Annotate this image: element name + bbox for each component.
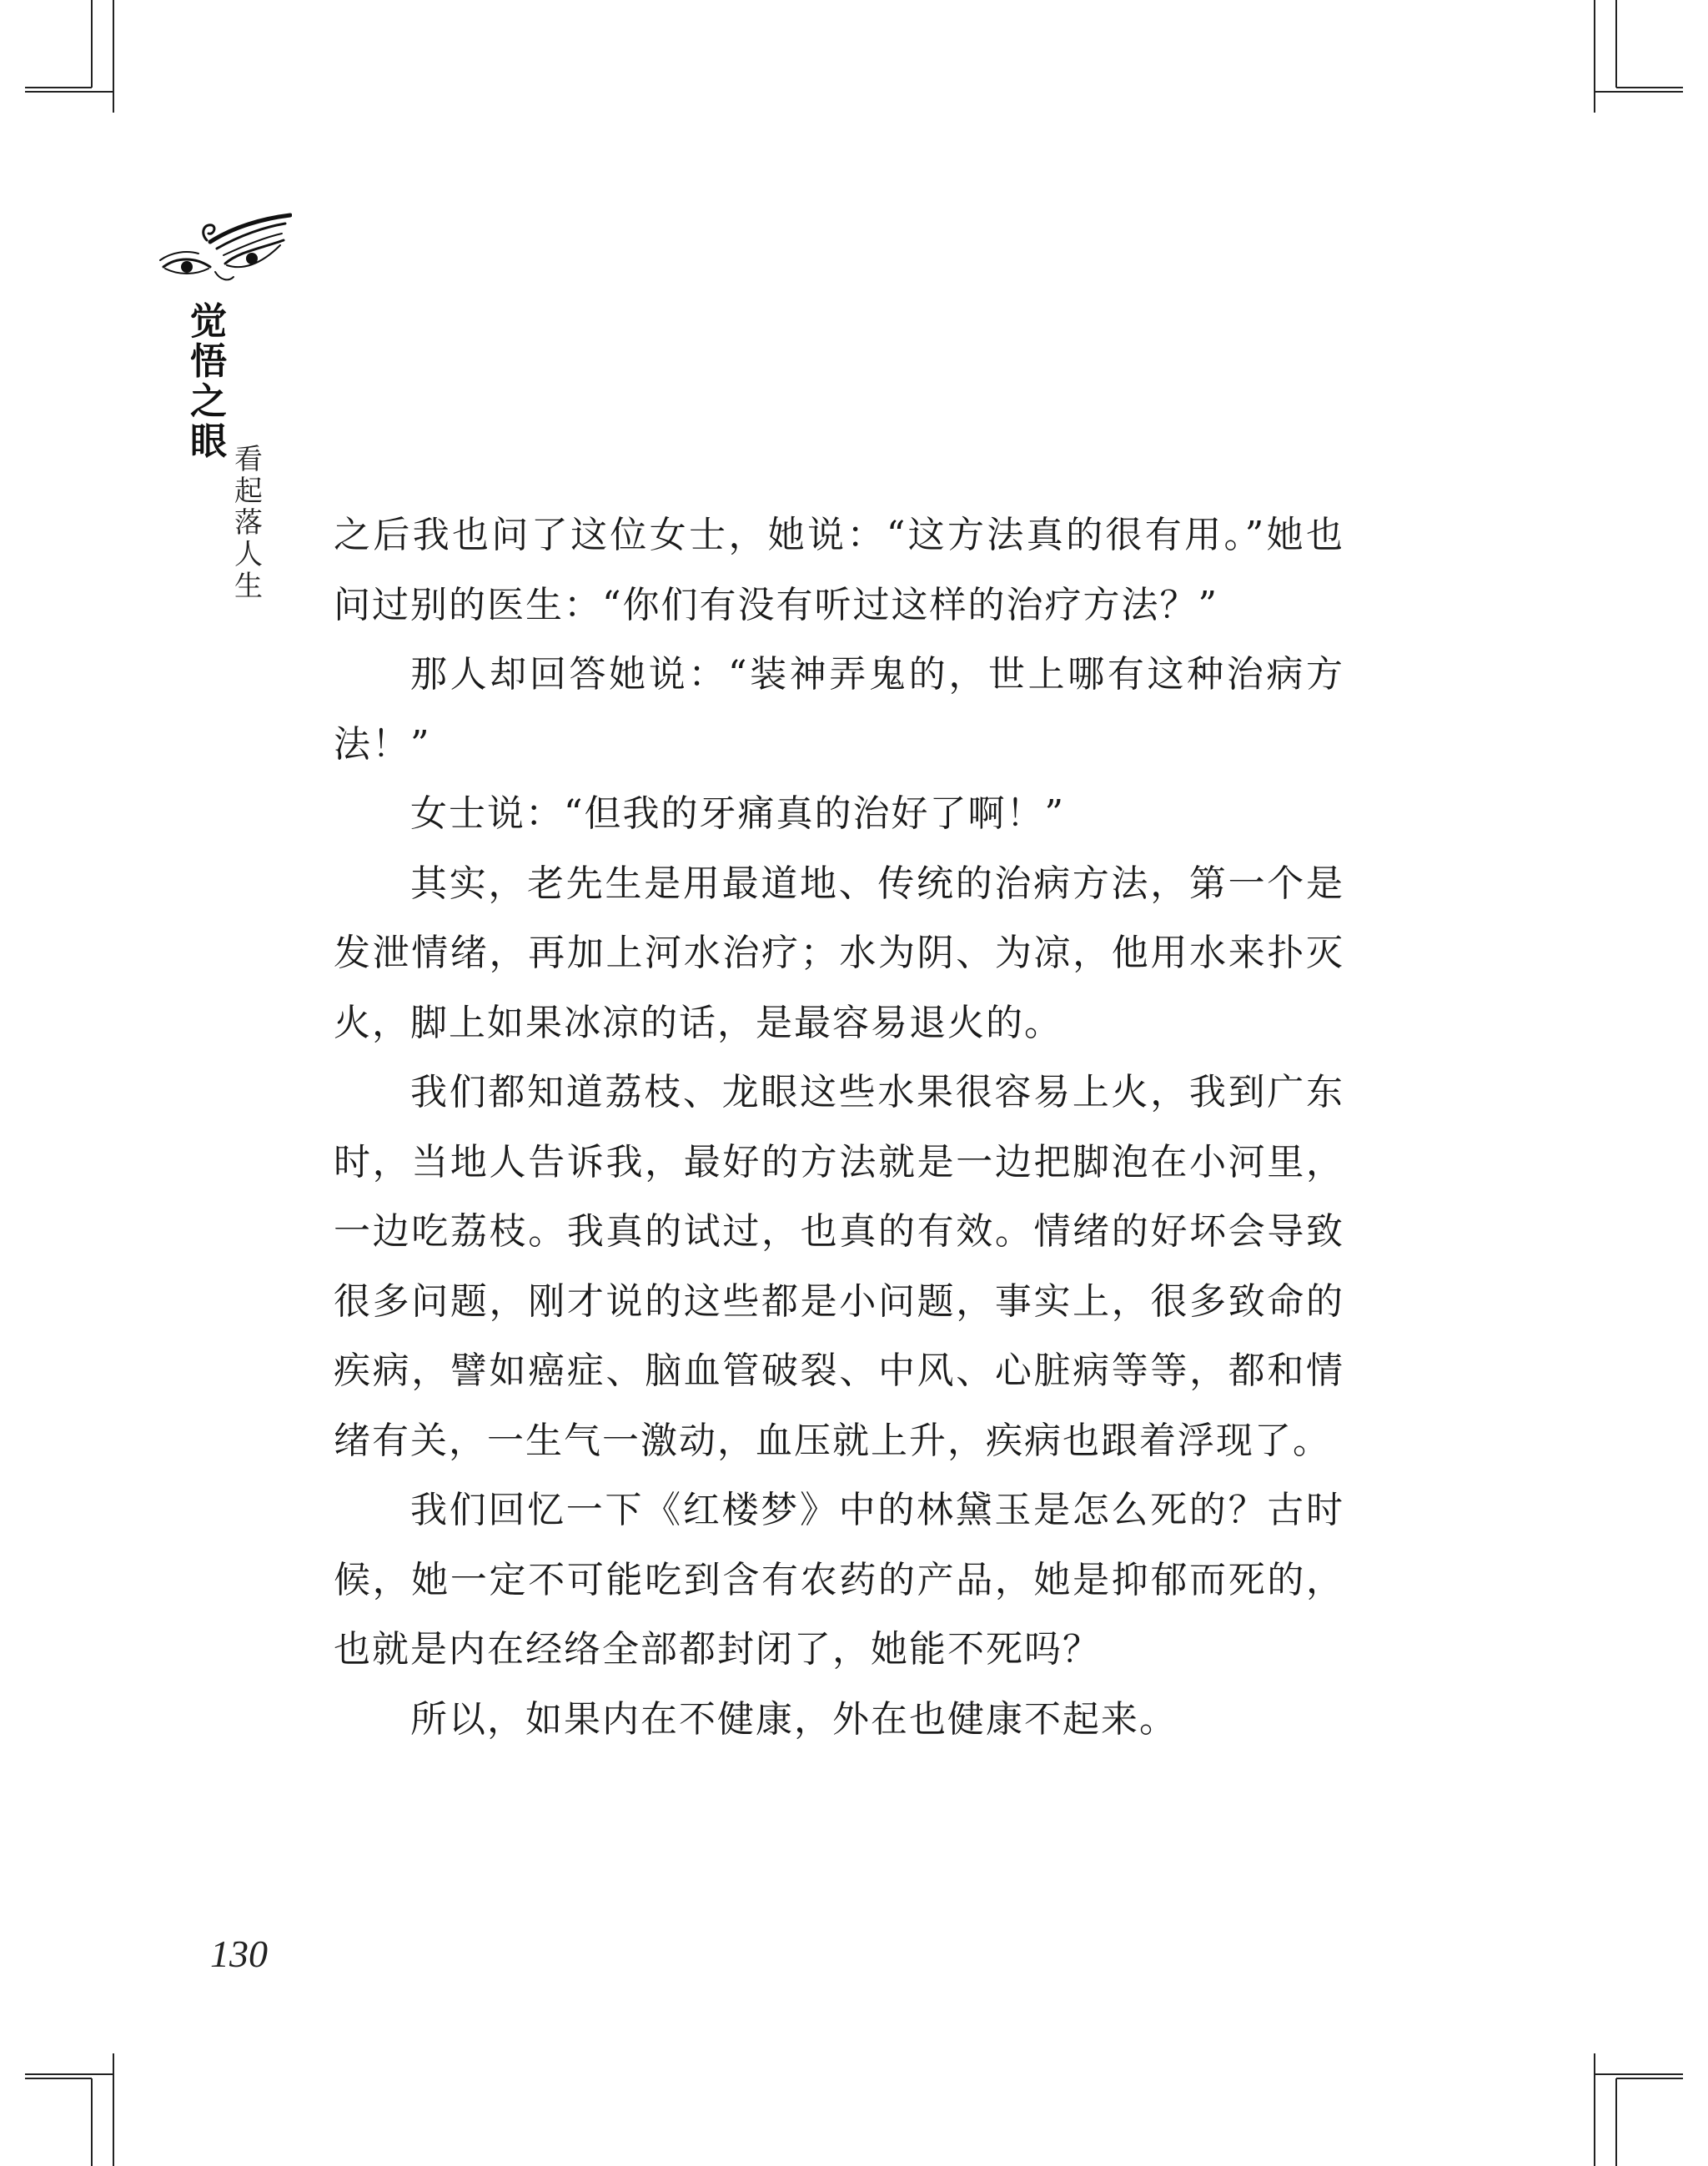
paragraph-6: 我们回忆一下《红楼梦》中的林黛玉是怎么死的？古时候，她一定不可能吃到含有农药的产品，她是抑郁而死的，也就是内在经络全部都封闭了，她能不死吗？ <box>334 1489 1344 1671</box>
running-header <box>158 209 292 603</box>
body-text <box>334 500 1344 1754</box>
paragraph-2: 那人却回答她说：“装神弄鬼的，世上哪有这种治病方法！” <box>334 653 1344 766</box>
paragraph-4: 其实，老先生是用最道地、传统的治病方法，第一个是发泄情绪，再加上河水治疗；水为阴、为凉，他用水来扑灭火，脚上如果冰凉的话，是最容易退火的。 <box>334 862 1344 1044</box>
paragraph-5: 我们都知道荔枝、龙眼这些水果很容易上火，我到广东时，当地人告诉我，最好的方法就是一边把脚泡在小河里，一边吃荔枝。我真的试过，也真的有效。情绪的好坏会导致很多问题，刚才说的这些都是小问题，事实上，很多致命的疾病，譬如癌症、脑血管破裂、中风、心脏病等等，都和情绪有关，一生气一激动，血压就上升，疾病也跟着浮现了。 <box>334 1071 1344 1462</box>
buddha-eyes-icon <box>158 209 292 300</box>
book-subtitle: 看起落人生 <box>234 443 263 603</box>
book-title: 觉悟之眼 <box>190 300 227 463</box>
page-number: 130 <box>210 1932 268 1975</box>
paragraph-1: 之后我也问了这位女士，她说：“这方法真的很有用。”她也问过别的医生：“你们有没有听过这样的治疗方法？” <box>334 514 1344 626</box>
paragraph-7: 所以，如果内在不健康，外在也健康不起来。 <box>410 1697 1178 1741</box>
paragraph-3: 女士说：“但我的牙痛真的治好了啊！” <box>410 792 1065 835</box>
